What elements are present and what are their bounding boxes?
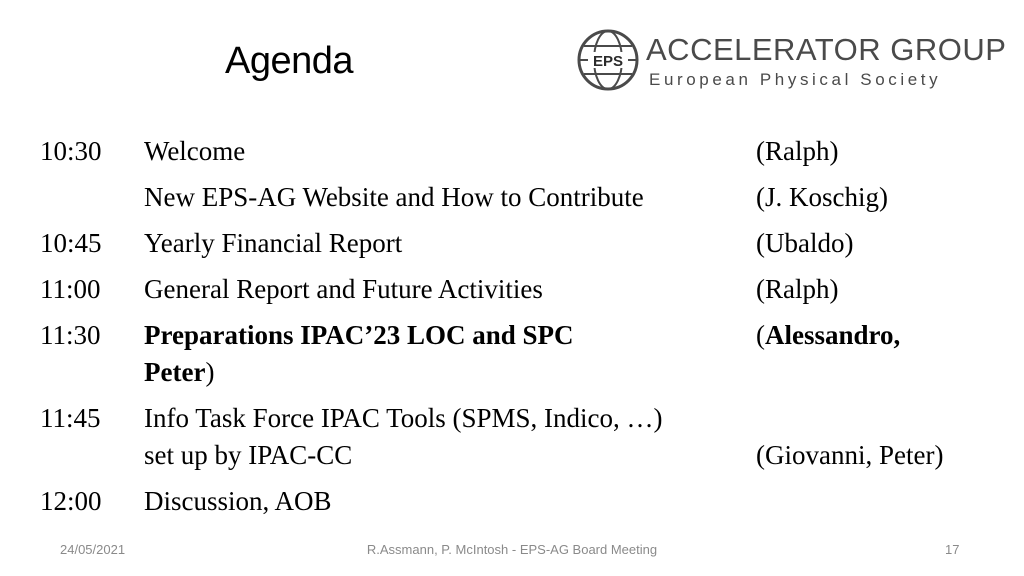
agenda-time: 10:30 [40,136,102,166]
agenda-presenter: (Alessandro, [756,320,901,350]
agenda-presenter: (Giovanni, Peter) [756,440,944,470]
agenda-item: Welcome [144,136,246,166]
footer-page-number: 17 [945,542,960,557]
eps-globe-icon [576,28,640,92]
eps-accelerator-group-logo [576,28,1007,98]
agenda-row [40,179,1000,216]
agenda-presenter: (Ubaldo) [756,228,854,258]
agenda-item: Yearly Financial Report [144,228,403,258]
footer-center-text: R.Assmann, P. McIntosh - EPS-AG Board Meeting [366,542,658,557]
agenda-item-continued: set up by IPAC-CC [144,440,353,470]
logo-line-1: ACCELERATOR GROUP [646,32,1007,67]
agenda-row [40,271,1000,308]
agenda-item: Discussion, AOB [144,486,332,516]
agenda-item: General Report and Future Activities [144,274,543,304]
agenda-row [40,317,1000,391]
agenda-row [40,483,1000,520]
agenda-time: 11:30 [40,320,101,350]
logo-mark-text: EPS [592,53,624,70]
slide-title: Agenda [225,40,354,82]
agenda-item: Info Task Force IPAC Tools (SPMS, Indico, …) [144,403,663,433]
agenda-presenter-continued: Peter) [144,357,215,387]
agenda-time: 12:00 [40,486,102,516]
agenda-row [40,225,1000,262]
agenda-list [40,133,1000,520]
agenda-time: 11:00 [40,274,101,304]
footer-date: 24/05/2021 [60,542,126,557]
agenda-time: 11:45 [40,403,101,433]
agenda-row [40,400,1000,474]
agenda-presenter: (J. Koschig) [756,182,888,212]
agenda-row [40,133,1000,170]
agenda-presenter-cont-bold: Peter [144,357,206,387]
agenda-presenter: (Ralph) [756,136,839,166]
logo-line-2: European Physical Society [649,70,942,89]
agenda-item: Preparations IPAC’23 LOC and SPC [144,320,574,350]
agenda-time: 10:45 [40,228,102,258]
agenda-presenter: (Ralph) [756,274,839,304]
agenda-item: New EPS-AG Website and How to Contribute [144,182,644,212]
agenda-presenter-bold: Alessandro, [765,320,901,350]
